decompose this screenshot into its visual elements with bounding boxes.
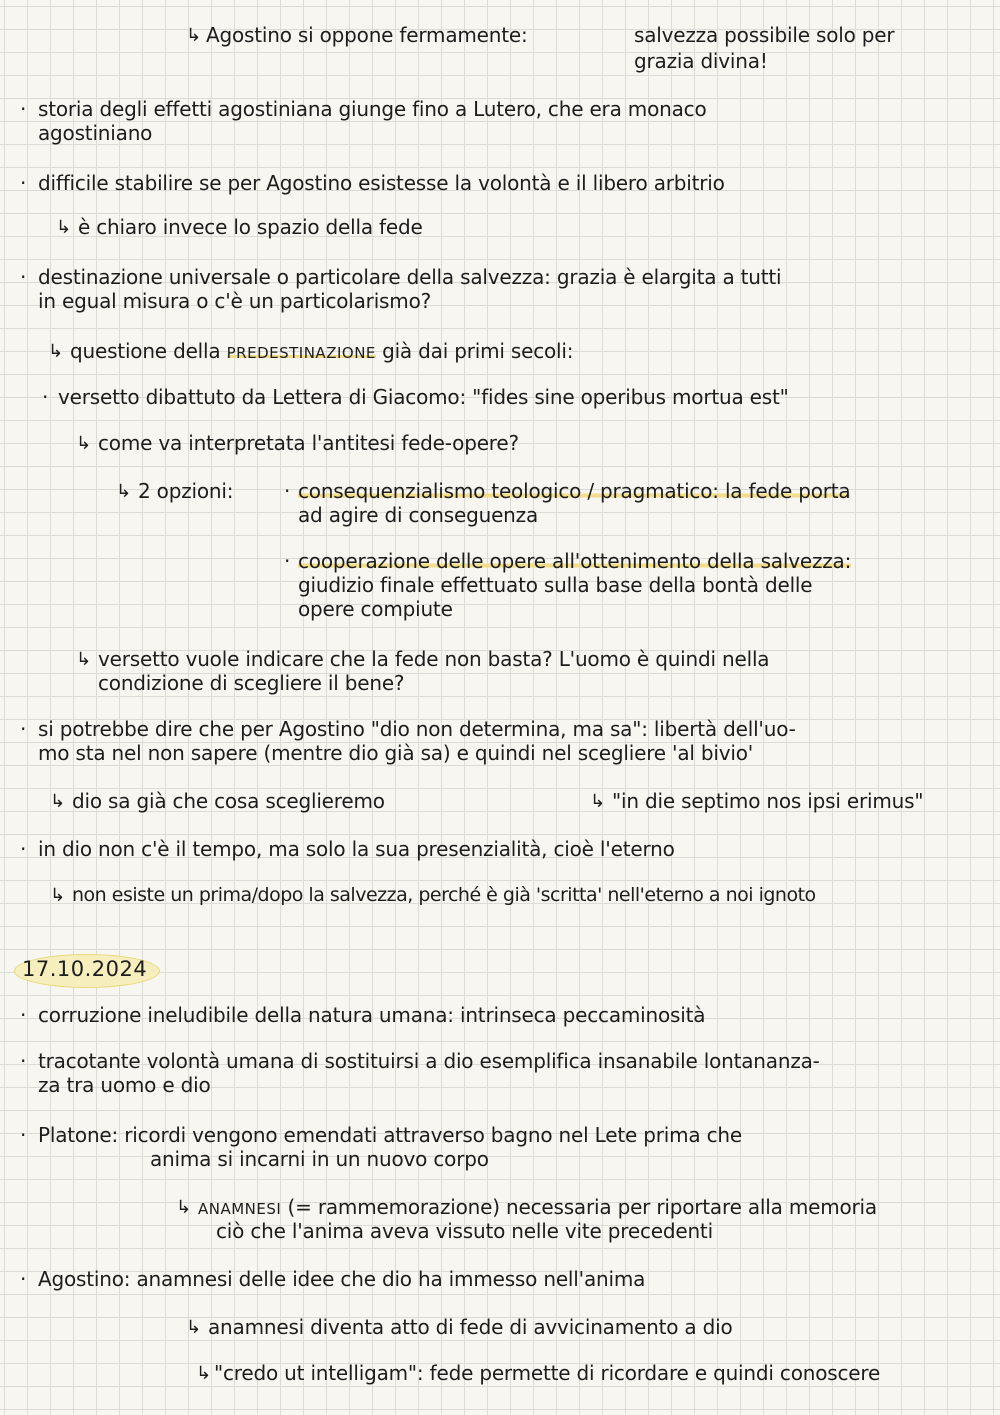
note-line: [298, 480, 850, 503]
note-line: "credo ut intelligam": fede permette di ricordare e quindi conoscere: [214, 1361, 881, 1385]
note-line: opere compiute: [298, 597, 453, 621]
return-arrow-icon: ↳: [76, 649, 92, 670]
note-line: Platone: ricordi vengono emendati attraverso bagno nel Lete prima che: [38, 1123, 742, 1147]
note-line: grazia divina!: [634, 49, 768, 73]
note-line: versetto vuole indicare che la fede non basta? L'uomo è quindi nella: [98, 647, 770, 671]
note-line: Agostino: anamnesi delle idee che dio ha immesso nell'anima: [38, 1267, 646, 1291]
note-line: mo sta nel non sapere (mentre dio già sa) e quindi nel scegliere 'al bivio': [38, 741, 754, 765]
bullet-icon: ·: [20, 97, 27, 121]
bullet-icon: ·: [20, 837, 27, 861]
return-arrow-icon: ↳: [48, 341, 64, 362]
note-line: destinazione universale o particolare della salvezza: grazia è elargita a tutti: [38, 265, 782, 289]
highlighted-term: PREDESTINAZIONE: [226, 344, 376, 362]
note-line: [198, 1196, 877, 1221]
note-line: za tra uomo e dio: [38, 1073, 211, 1097]
note-line: Agostino si oppone fermamente:: [206, 23, 528, 47]
note-line: storia degli effetti agostiniana giunge fino a Lutero, che era monaco: [38, 97, 707, 121]
return-arrow-icon: ↳: [590, 791, 606, 812]
note-line: è chiaro invece lo spazio della fede: [78, 215, 423, 239]
note-line: agostiniano: [38, 121, 153, 145]
note-line: dio sa già che cosa sceglieremo: [72, 789, 385, 813]
bullet-icon: ·: [20, 1003, 27, 1027]
note-line: [298, 550, 851, 573]
note-text: questione della: [70, 339, 221, 363]
note-line: salvezza possibile solo per: [634, 23, 895, 47]
note-line: 2 opzioni:: [138, 479, 234, 503]
bullet-icon: ·: [284, 549, 291, 573]
note-line: in dio non c'è il tempo, ma solo la sua presenzialità, cioè l'eterno: [38, 837, 675, 861]
note-line: anima si incarni in un nuovo corpo: [150, 1147, 489, 1171]
return-arrow-icon: ↳: [56, 217, 72, 238]
date-label: 17.10.2024: [22, 957, 148, 981]
note-line: giudizio finale effettuato sulla base della bontà delle: [298, 573, 813, 597]
note-line: tracotante volontà umana di sostituirsi a dio esemplifica insanabile lontananza-: [38, 1049, 820, 1073]
note-line: ciò che l'anima aveva vissuto nelle vite precedenti: [216, 1219, 713, 1243]
return-arrow-icon: ↳: [186, 25, 202, 46]
note-term: ANAMNESI: [198, 1200, 282, 1218]
return-arrow-icon: ↳: [186, 1317, 202, 1338]
note-line: come va interpretata l'antitesi fede-opere?: [98, 431, 519, 455]
note-line: [70, 340, 573, 365]
return-arrow-icon: ↳: [76, 433, 92, 454]
note-line: corruzione ineludibile della natura umana: intrinseca peccaminosità: [38, 1003, 706, 1027]
note-text: già dai primi secoli:: [382, 339, 574, 363]
note-line: difficile stabilire se per Agostino esistesse la volontà e il libero arbitrio: [38, 171, 725, 195]
note-line: in egual misura o c'è un particolarismo?: [38, 289, 432, 313]
bullet-icon: ·: [20, 1049, 27, 1073]
note-line: condizione di scegliere il bene?: [98, 671, 405, 695]
note-line: anamnesi diventa atto di fede di avvicinamento a dio: [208, 1315, 733, 1339]
return-arrow-icon: ↳: [116, 481, 132, 502]
bullet-icon: ·: [20, 1123, 27, 1147]
return-arrow-icon: ↳: [196, 1363, 212, 1384]
bullet-icon: ·: [284, 479, 291, 503]
bullet-icon: ·: [20, 265, 27, 289]
highlighted-note: consequenzialismo teologico / pragmatico: la fede porta: [298, 479, 851, 503]
return-arrow-icon: ↳: [50, 885, 66, 906]
bullet-icon: ·: [20, 171, 27, 195]
bullet-icon: ·: [20, 1267, 27, 1291]
return-arrow-icon: ↳: [176, 1197, 192, 1218]
note-line: ad agire di conseguenza: [298, 503, 539, 527]
note-line: "in die septimo nos ipsi erimus": [612, 789, 924, 813]
bullet-icon: ·: [20, 717, 27, 741]
note-line: non esiste un prima/dopo la salvezza, perché è già 'scritta' nell'eterno a noi ignoto: [72, 884, 816, 906]
note-line: si potrebbe dire che per Agostino "dio non determina, ma sa": libertà dell'uo-: [38, 717, 796, 741]
note-text: (= rammemorazione) necessaria per riportare alla memoria: [287, 1195, 877, 1219]
return-arrow-icon: ↳: [50, 791, 66, 812]
highlighted-note: cooperazione delle opere all'ottenimento della salvezza:: [298, 549, 852, 573]
note-line: versetto dibattuto da Lettera di Giacomo: "fides sine operibus mortua est": [58, 385, 789, 409]
bullet-icon: ·: [42, 385, 49, 409]
